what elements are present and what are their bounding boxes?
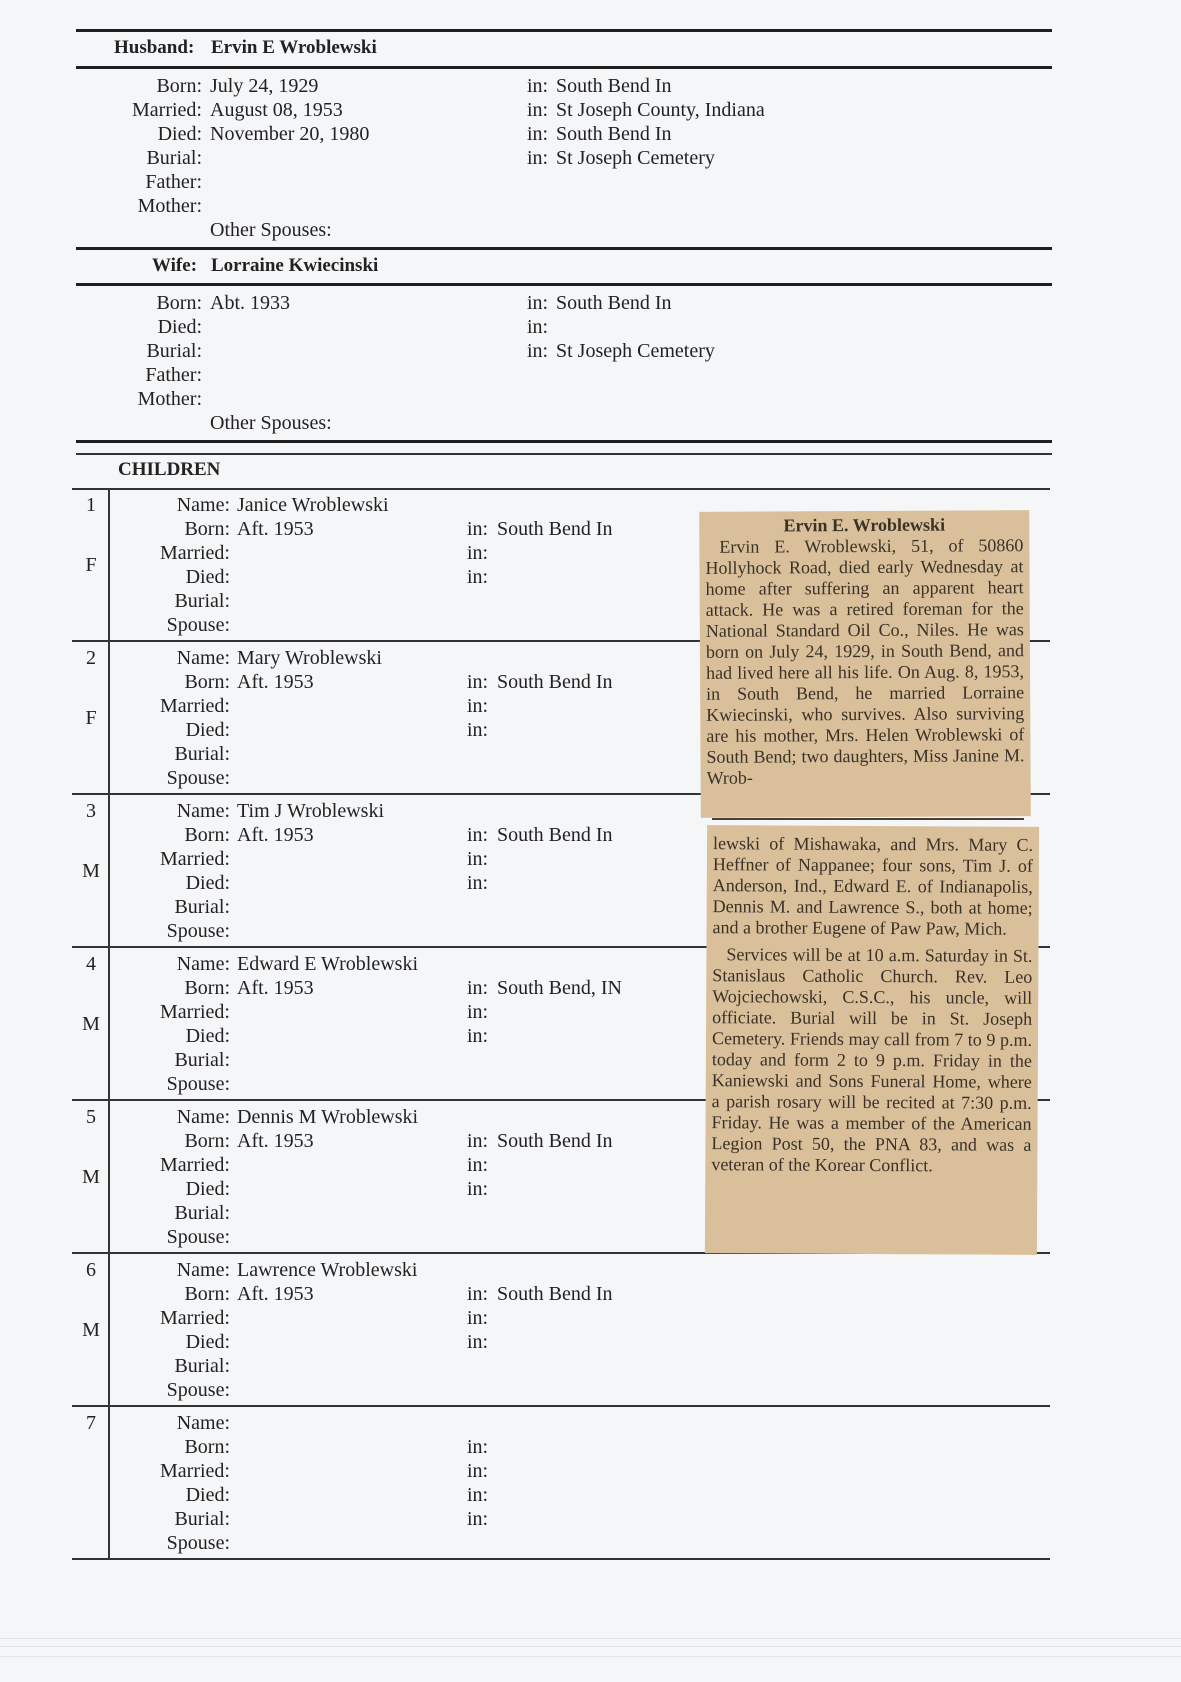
wife-born-place: South Bend In <box>556 292 672 314</box>
child-sex: M <box>82 1166 100 1188</box>
child-born-place: South Bend In <box>497 824 613 846</box>
wife-burial-in-label: in: <box>527 340 549 362</box>
child-number: 5 <box>86 1106 96 1128</box>
child-born-label: Born: <box>184 1130 230 1152</box>
child-name-label: Name: <box>176 953 230 975</box>
husband-father-label: Father: <box>145 171 202 193</box>
obituary-clipping-bottom <box>705 825 1039 1255</box>
wife-died-label: Died: <box>157 316 202 338</box>
husband-married-value: August 08, 1953 <box>210 99 343 121</box>
obituary-paragraph-2: lewski of Mishawaka, and Mrs. Mary C. Heffner of Nappanee; four sons, Tim J. of Anderson, Ind., Edward E. of Indianapolis, Dennis M. and Lawrence S., both at home; and a brother Eugene of Paw Paw, Mich. <box>712 833 1034 939</box>
husband-top-rule <box>76 29 1052 32</box>
wife-header-label: Wife: <box>152 255 198 276</box>
child-in-label: in: <box>467 1001 489 1023</box>
children-header-rule <box>72 488 1050 490</box>
obituary-title: Ervin E. Wroblewski <box>783 514 946 536</box>
child-died-label: Died: <box>185 1178 230 1200</box>
child-born-value: Aft. 1953 <box>237 1283 314 1305</box>
wife-born-value: Abt. 1933 <box>210 292 290 314</box>
child-born-place: South Bend In <box>497 671 613 693</box>
child-name-label: Name: <box>176 1106 230 1128</box>
husband-died-place: South Bend In <box>556 123 672 145</box>
child-burial-label: Burial: <box>174 1355 230 1377</box>
child-in-label: in: <box>467 1283 489 1305</box>
child-name-label: Name: <box>176 647 230 669</box>
child-name-label: Name: <box>176 800 230 822</box>
child-name-value: Janice Wroblewski <box>237 494 389 516</box>
obituary-paragraph-3: Services will be at 10 a.m. Saturday in St. Stanislaus Catholic Church. Rev. Leo Wojciechowski, C.S.C., his uncle, will officiate. Burial will be in St. Joseph Cemetery. Friends may call from 7 to 9 p.m. today and form 2 to 9 p.m. Friday in the Kaniewski and Sons Funeral Home, where a parish rosary will be recited at 7:30 p.m. Friday. He was a member of the American Legion Post 50, the PNA 83, and was a veteran of the Korear Conflict. <box>711 944 1033 1176</box>
child-number: 6 <box>86 1259 96 1281</box>
child-died-label: Died: <box>185 1331 230 1353</box>
wife-burial-label: Burial: <box>146 340 202 362</box>
husband-died-in-label: in: <box>527 123 549 145</box>
child-married-label: Married: <box>160 1460 230 1482</box>
child-in-label: in: <box>467 695 489 717</box>
husband-married-in-label: in: <box>527 99 549 121</box>
child-spouse-label: Spouse: <box>166 1226 230 1248</box>
child-in-label: in: <box>467 542 489 564</box>
child-number: 2 <box>86 647 96 669</box>
child-died-label: Died: <box>185 719 230 741</box>
child-in-label: in: <box>467 719 489 741</box>
child-died-label: Died: <box>185 566 230 588</box>
child-in-label: in: <box>467 671 489 693</box>
wife-top-rule <box>76 247 1052 250</box>
child-name-label: Name: <box>176 1412 230 1434</box>
husband-born-value: July 24, 1929 <box>210 75 319 97</box>
child-born-value: Aft. 1953 <box>237 1130 314 1152</box>
child-born-label: Born: <box>184 824 230 846</box>
child-married-label: Married: <box>160 848 230 870</box>
children-header: CHILDREN <box>118 459 221 480</box>
child-born-label: Born: <box>184 1283 230 1305</box>
children-top-thin-rule <box>76 453 1052 455</box>
husband-burial-label: Burial: <box>146 147 202 169</box>
child-in-label: in: <box>467 977 489 999</box>
child-in-label: in: <box>467 1307 489 1329</box>
child-number: 3 <box>86 800 96 822</box>
child-number: 4 <box>86 953 96 975</box>
child-row-rule <box>72 1558 1050 1560</box>
child-burial-label: Burial: <box>174 1508 230 1530</box>
child-in-label: in: <box>467 872 489 894</box>
child-burial-label: Burial: <box>174 896 230 918</box>
child-born-label: Born: <box>184 977 230 999</box>
wife-bottom-rule <box>76 283 1052 286</box>
child-burial-label: Burial: <box>174 743 230 765</box>
child-name-value: Mary Wroblewski <box>237 647 382 669</box>
child-died-label: Died: <box>185 872 230 894</box>
child-died-label: Died: <box>185 1484 230 1506</box>
child-spouse-label: Spouse: <box>166 920 230 942</box>
child-in-label: in: <box>467 1331 489 1353</box>
child-in-label: in: <box>467 1154 489 1176</box>
husband-married-place: St Joseph County, Indiana <box>556 99 765 121</box>
child-died-label: Died: <box>185 1025 230 1047</box>
child-name-value: Edward E Wroblewski <box>237 953 419 975</box>
wife-born-in-label: in: <box>527 292 549 314</box>
child-in-label: in: <box>467 518 489 540</box>
child-name-label: Name: <box>176 494 230 516</box>
child-spouse-label: Spouse: <box>166 1379 230 1401</box>
child-born-value: Aft. 1953 <box>237 977 314 999</box>
child-married-label: Married: <box>160 695 230 717</box>
child-married-label: Married: <box>160 542 230 564</box>
wife-born-label: Born: <box>156 292 202 314</box>
child-sex: F <box>85 554 97 576</box>
wife-burial-place: St Joseph Cemetery <box>556 340 715 362</box>
child-in-label: in: <box>467 848 489 870</box>
child-name-value: Tim J Wroblewski <box>237 800 385 822</box>
child-born-value: Aft. 1953 <box>237 671 314 693</box>
husband-mother-label: Mother: <box>137 195 202 217</box>
child-born-place: South Bend, IN <box>497 977 622 999</box>
child-married-label: Married: <box>160 1307 230 1329</box>
child-in-label: in: <box>467 1025 489 1047</box>
child-born-label: Born: <box>184 1436 230 1458</box>
child-name-value: Lawrence Wroblewski <box>237 1259 418 1281</box>
children-top-rule <box>76 440 1052 443</box>
child-sex: F <box>85 707 97 729</box>
husband-born-place: South Bend In <box>556 75 672 97</box>
child-born-place: South Bend In <box>497 1130 613 1152</box>
child-number: 7 <box>86 1412 96 1434</box>
child-born-place: South Bend In <box>497 1283 613 1305</box>
child-name-value: Dennis M Wroblewski <box>237 1106 419 1128</box>
child-married-label: Married: <box>160 1154 230 1176</box>
child-born-value: Aft. 1953 <box>237 824 314 846</box>
obituary-clipping-top <box>699 510 1031 818</box>
husband-died-label: Died: <box>157 123 202 145</box>
children-column-divider <box>108 488 110 1558</box>
wife-mother-label: Mother: <box>137 388 202 410</box>
wife-other-spouses-label: Other Spouses: <box>210 412 332 434</box>
child-born-place: South Bend In <box>497 518 613 540</box>
child-married-label: Married: <box>160 1001 230 1023</box>
child-in-label: in: <box>467 824 489 846</box>
child-born-label: Born: <box>184 518 230 540</box>
child-burial-label: Burial: <box>174 1202 230 1224</box>
husband-born-label: Born: <box>156 75 202 97</box>
child-burial-label: Burial: <box>174 590 230 612</box>
clipping-divider <box>712 818 1024 820</box>
child-in-label: in: <box>467 1508 489 1530</box>
child-born-label: Born: <box>184 671 230 693</box>
child-sex: M <box>82 860 100 882</box>
husband-burial-place: St Joseph Cemetery <box>556 147 715 169</box>
obituary-paragraph-1: Ervin E. Wroblewski, 51, of 50860 Hollyhock Road, died early Wednesday at home after suffering an apparent heart attack. He was a retired foreman for the National Standard Oil Co., Niles. He was born on July 24, 1929, in South Bend, and had lived here all his life. On Aug. 8, 1953, in South Bend, he married Lorraine Kwiecinski, who survives. Also surviving are his mother, Mrs. Helen Wroblewski of South Bend; two daughters, Miss Janine M. Wrob- <box>705 535 1025 788</box>
child-in-label: in: <box>467 1460 489 1482</box>
child-row-rule <box>72 1405 1050 1407</box>
husband-name: Ervin E Wroblewski <box>211 37 377 58</box>
child-burial-label: Burial: <box>174 1049 230 1071</box>
husband-married-label: Married: <box>132 99 202 121</box>
child-name-label: Name: <box>176 1259 230 1281</box>
wife-name: Lorraine Kwiecinski <box>211 255 379 276</box>
child-sex: M <box>82 1319 100 1341</box>
child-spouse-label: Spouse: <box>166 1532 230 1554</box>
child-spouse-label: Spouse: <box>166 1073 230 1095</box>
child-in-label: in: <box>467 566 489 588</box>
child-spouse-label: Spouse: <box>166 614 230 636</box>
husband-other-spouses-label: Other Spouses: <box>210 219 332 241</box>
wife-died-in-label: in: <box>527 316 549 338</box>
child-spouse-label: Spouse: <box>166 767 230 789</box>
child-number: 1 <box>86 494 96 516</box>
child-sex: M <box>82 1013 100 1035</box>
husband-born-in-label: in: <box>527 75 549 97</box>
child-born-value: Aft. 1953 <box>237 518 314 540</box>
wife-father-label: Father: <box>145 364 202 386</box>
child-in-label: in: <box>467 1130 489 1152</box>
child-in-label: in: <box>467 1436 489 1458</box>
husband-burial-in-label: in: <box>527 147 549 169</box>
child-in-label: in: <box>467 1178 489 1200</box>
husband-header-label: Husband: <box>114 37 195 58</box>
child-in-label: in: <box>467 1484 489 1506</box>
husband-bottom-rule <box>76 66 1052 69</box>
husband-died-value: November 20, 1980 <box>210 123 370 145</box>
